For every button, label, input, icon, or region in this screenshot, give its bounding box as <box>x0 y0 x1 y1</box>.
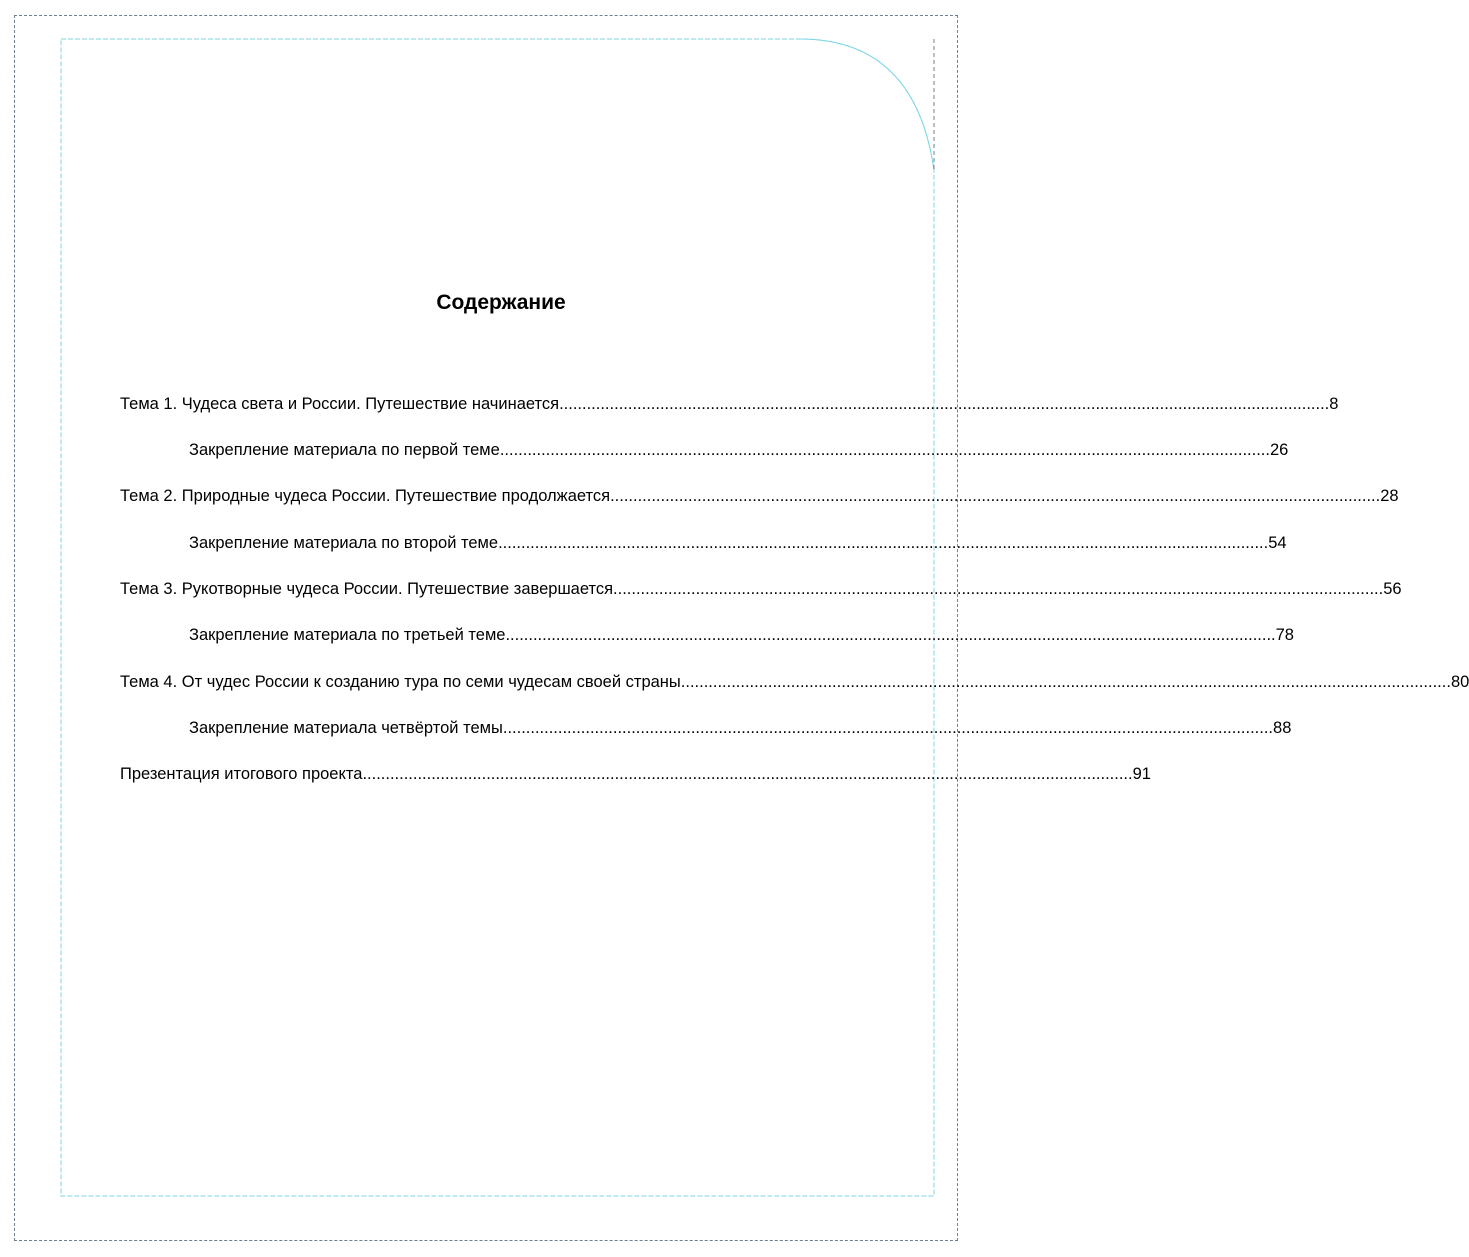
toc-page-number: 56 <box>1383 580 1402 598</box>
toc-page-number: 28 <box>1380 487 1399 505</box>
toc-entry-text: Закрепление материала по первой теме <box>189 441 500 459</box>
dot-leader: ........................................................................................................................................................................ <box>610 487 1381 505</box>
toc-entry-text: Закрепление материала по второй теме <box>189 534 499 552</box>
toc-page-number: 91 <box>1132 765 1151 783</box>
toc-page-number: 54 <box>1268 534 1287 552</box>
dot-leader: ........................................................................................................................................................................ <box>505 626 1276 644</box>
toc-entry-text: Тема 4. От чудес России к созданию тура по семи чудесам своей страны <box>120 673 681 691</box>
toc-entry-review-1[interactable] <box>189 440 1289 460</box>
toc-page-number: 88 <box>1273 719 1292 737</box>
dot-leader: ........................................................................................................................................................................ <box>499 441 1270 459</box>
toc-entry-topic-3[interactable] <box>120 579 1402 599</box>
toc-page-number: 8 <box>1329 395 1339 413</box>
toc-entry-topic-2[interactable] <box>120 486 1399 506</box>
toc-entry-text: Тема 3. Рукотворные чудеса России. Путешествие завершается <box>120 580 614 598</box>
toc-page-number: 78 <box>1275 626 1294 644</box>
toc-entry-review-3[interactable] <box>189 625 1294 645</box>
toc-entry-text: Презентация итогового проекта <box>120 765 363 783</box>
toc-entry-text: Тема 2. Природные чудеса России. Путешествие продолжается <box>120 487 611 505</box>
toc-page-number: 26 <box>1269 441 1289 459</box>
toc-entry-text: Закрепление материала по третьей теме <box>189 626 506 644</box>
toc-entry-topic-4[interactable] <box>120 672 1469 692</box>
toc-title: Содержание <box>436 291 566 314</box>
toc-entry-review-2[interactable] <box>189 533 1287 553</box>
dot-leader: ........................................................................................................................................................................ <box>502 719 1274 737</box>
dot-leader: ........................................................................................................................................................................ <box>559 395 1330 413</box>
dot-leader: ........................................................................................................................................................................ <box>362 765 1133 783</box>
toc-entry-text: Тема 1. Чудеса света и России. Путешествие начинается <box>120 395 560 413</box>
dot-leader: ........................................................................................................................................................................ <box>498 534 1269 552</box>
toc-entry-final-project[interactable] <box>120 764 1151 784</box>
toc-entry-text: Закрепление материала четвёртой темы <box>189 719 503 737</box>
toc-entry-review-4[interactable] <box>189 718 1292 738</box>
dot-leader: ........................................................................................................................................................................ <box>613 580 1384 598</box>
toc-page-number: 80 <box>1450 673 1469 691</box>
toc-entry-topic-1[interactable] <box>120 394 1339 414</box>
dot-leader: ........................................................................................................................................................................ <box>680 673 1451 691</box>
